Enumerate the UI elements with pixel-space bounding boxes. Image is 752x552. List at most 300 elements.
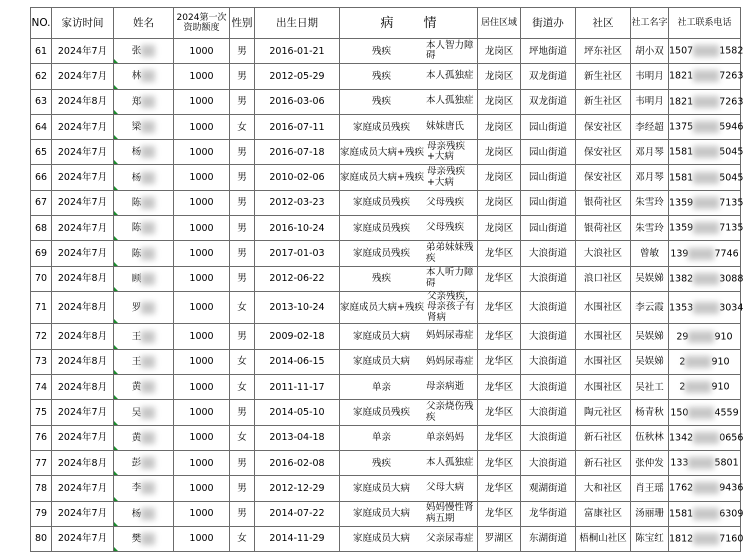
table-row <box>31 349 741 374</box>
cell-community: 浪口社区 <box>576 266 631 291</box>
condition-detail: 本人智力障碍 <box>426 39 474 62</box>
cell-visit-time: 2024年7月 <box>52 64 114 89</box>
table-row <box>31 375 741 400</box>
cell-condition <box>340 400 478 425</box>
cell-condition <box>340 324 478 349</box>
cell-birth-date: 2012-05-29 <box>255 64 340 89</box>
cell-subdistrict: 园山街道 <box>521 216 576 241</box>
cell-phone <box>669 266 744 291</box>
cell-worker: 吴社工 <box>631 375 669 400</box>
cell-community: 水围社区 <box>576 324 631 349</box>
redaction-blur <box>693 508 719 520</box>
cell-district: 罗湖区 <box>478 526 521 551</box>
header-visit-time: 家访时间 <box>52 8 114 39</box>
phone-suffix: 7263 <box>719 96 744 108</box>
cell-visit-time: 2024年7月 <box>52 140 114 165</box>
cell-amount: 1000 <box>174 266 230 291</box>
cell-name <box>114 241 174 266</box>
cell-amount: 1000 <box>174 501 230 526</box>
redaction-blur <box>141 533 155 545</box>
cell-visit-time: 2024年8月 <box>52 450 114 475</box>
cell-subdistrict: 双龙街道 <box>521 64 576 89</box>
cell-visit-time: 2024年7月 <box>52 501 114 526</box>
table-row <box>31 165 741 190</box>
cell-no: 71 <box>31 291 52 324</box>
table-row <box>31 114 741 139</box>
cell-gender: 男 <box>230 450 255 475</box>
cell-birth-date: 2013-10-24 <box>255 291 340 324</box>
visit-table <box>30 7 744 552</box>
cell-birth-date: 2016-02-08 <box>255 450 340 475</box>
cell-phone <box>669 89 744 114</box>
comment-marker-icon <box>114 160 118 164</box>
cell-condition <box>340 165 478 190</box>
cell-worker: 杨青秋 <box>631 400 669 425</box>
header-worker: 社工名字 <box>631 8 669 39</box>
comment-marker-icon <box>114 135 118 139</box>
cell-amount: 1000 <box>174 349 230 374</box>
cell-birth-date: 2012-12-29 <box>255 476 340 501</box>
condition-category: 残疾 <box>371 457 391 469</box>
header-community: 社区 <box>576 8 631 39</box>
cell-no: 63 <box>31 89 52 114</box>
cell-phone <box>669 526 744 551</box>
comment-marker-icon <box>114 547 118 551</box>
condition-detail: 父母残疾 <box>426 196 465 208</box>
phone-suffix: 7263 <box>719 70 744 82</box>
cell-no: 62 <box>31 64 52 89</box>
redaction-blur <box>693 432 719 444</box>
cell-amount: 1000 <box>174 165 230 190</box>
cell-phone <box>669 165 744 190</box>
table-row <box>31 450 741 475</box>
table-row <box>31 425 741 450</box>
redaction-blur <box>141 273 155 285</box>
redaction-blur <box>693 45 719 57</box>
condition-category: 残疾 <box>371 45 391 57</box>
cell-condition <box>340 89 478 114</box>
comment-marker-icon <box>114 59 118 63</box>
cell-worker: 李云霞 <box>631 291 669 324</box>
condition-detail: 本人孤独症 <box>426 456 474 468</box>
cell-subdistrict: 园山街道 <box>521 114 576 139</box>
condition-category: 家庭成员大病 <box>352 508 410 520</box>
cell-community: 水围社区 <box>576 349 631 374</box>
redaction-blur <box>685 381 711 393</box>
phone-suffix: 3088 <box>719 273 744 285</box>
cell-phone <box>669 501 744 526</box>
comment-marker-icon <box>114 497 118 501</box>
cell-gender: 男 <box>230 324 255 349</box>
cell-condition <box>340 425 478 450</box>
redaction-blur <box>693 302 719 314</box>
cell-condition <box>340 114 478 139</box>
redaction-blur <box>688 248 714 260</box>
redaction-blur <box>693 70 719 82</box>
phone-suffix: 5045 <box>719 146 744 158</box>
cell-phone <box>669 216 744 241</box>
cell-condition <box>340 241 478 266</box>
cell-phone <box>669 425 744 450</box>
name-text: 林 <box>131 70 142 82</box>
cell-amount: 1000 <box>174 291 230 324</box>
comment-marker-icon <box>114 287 118 291</box>
cell-amount: 1000 <box>174 140 230 165</box>
cell-community: 大浪社区 <box>576 241 631 266</box>
cell-amount: 1000 <box>174 526 230 551</box>
name-text: 郑 <box>131 96 142 108</box>
table-wrapper <box>30 7 744 552</box>
cell-visit-time: 2024年8月 <box>52 349 114 374</box>
cell-community: 坪东社区 <box>576 39 631 64</box>
phone-prefix: 1375 <box>669 121 694 133</box>
phone-suffix: 0656 <box>719 432 744 444</box>
table-row <box>31 266 741 291</box>
cell-worker: 曾敏 <box>631 241 669 266</box>
condition-detail: 本人听力障碍 <box>426 267 474 289</box>
cell-district: 龙华区 <box>478 375 521 400</box>
cell-no: 79 <box>31 501 52 526</box>
name-text: 杨 <box>131 146 142 158</box>
comment-marker-icon <box>114 262 118 266</box>
cell-phone <box>669 64 744 89</box>
cell-subdistrict: 东湖街道 <box>521 526 576 551</box>
cell-subdistrict: 大浪街道 <box>521 241 576 266</box>
cell-gender: 男 <box>230 190 255 215</box>
cell-subdistrict: 坪地街道 <box>521 39 576 64</box>
header-gender: 性别 <box>230 8 255 39</box>
cell-subdistrict: 大浪街道 <box>521 266 576 291</box>
cell-subdistrict: 大浪街道 <box>521 375 576 400</box>
condition-detail: 本人孤独症 <box>426 70 474 82</box>
cell-gender: 男 <box>230 241 255 266</box>
cell-birth-date: 2016-07-18 <box>255 140 340 165</box>
cell-name <box>114 165 174 190</box>
redaction-blur <box>693 197 719 209</box>
phone-prefix: 1821 <box>669 70 694 82</box>
comment-marker-icon <box>114 85 118 89</box>
cell-community: 新石社区 <box>576 450 631 475</box>
condition-category: 家庭成员大病+残疾 <box>340 146 424 158</box>
cell-condition <box>340 266 478 291</box>
cell-phone <box>669 450 741 475</box>
cell-amount: 1000 <box>174 241 230 266</box>
cell-phone <box>669 39 744 64</box>
condition-detail: 弟弟妹妹残疾 <box>426 242 474 264</box>
redaction-blur <box>141 222 155 234</box>
redaction-blur <box>688 331 714 343</box>
condition-detail: 妹妹唐氏 <box>426 120 465 132</box>
cell-subdistrict: 大浪街道 <box>521 400 576 425</box>
cell-gender: 女 <box>230 375 255 400</box>
cell-no: 66 <box>31 165 52 190</box>
phone-prefix: 1353 <box>669 302 694 314</box>
cell-birth-date: 2014-05-10 <box>255 400 340 425</box>
cell-community: 梧桐山社区 <box>576 526 631 551</box>
cell-subdistrict: 双龙街道 <box>521 89 576 114</box>
cell-worker: 吴娱娣 <box>631 266 669 291</box>
condition-detail: 母亲残疾+大病 <box>426 140 465 163</box>
header-condition: 病情 <box>340 8 478 39</box>
comment-marker-icon <box>114 236 118 240</box>
cell-district: 龙华区 <box>478 450 521 475</box>
cell-name <box>114 526 174 551</box>
cell-birth-date: 2014-06-15 <box>255 349 340 374</box>
cell-condition <box>340 190 478 215</box>
cell-gender: 男 <box>230 216 255 241</box>
cell-gender: 女 <box>230 291 255 324</box>
cell-district: 龙华区 <box>478 476 521 501</box>
cell-amount: 1000 <box>174 64 230 89</box>
condition-category: 家庭成员残疾 <box>352 121 410 133</box>
header-no: NO. <box>31 8 52 39</box>
cell-district: 龙岗区 <box>478 216 521 241</box>
cell-no: 75 <box>31 400 52 425</box>
phone-suffix: 7160 <box>719 533 744 545</box>
redaction-blur <box>141 70 155 82</box>
phone-suffix: 5801 <box>714 457 739 469</box>
cell-gender: 男 <box>230 266 255 291</box>
cell-community: 银荷社区 <box>576 216 631 241</box>
comment-marker-icon <box>114 186 118 190</box>
cell-worker: 李经超 <box>631 114 669 139</box>
name-text: 杨 <box>131 508 142 520</box>
cell-birth-date: 2012-03-23 <box>255 190 340 215</box>
cell-gender: 男 <box>230 89 255 114</box>
cell-name <box>114 375 174 400</box>
comment-marker-icon <box>114 522 118 526</box>
cell-name <box>114 64 174 89</box>
redaction-blur <box>141 407 155 419</box>
cell-visit-time: 2024年8月 <box>52 291 114 324</box>
condition-category: 家庭成员大病+残疾 <box>340 302 424 314</box>
phone-prefix: 1821 <box>669 96 694 108</box>
name-text: 罗 <box>131 302 142 314</box>
comment-marker-icon <box>114 421 118 425</box>
comment-marker-icon <box>114 319 118 323</box>
cell-name <box>114 39 174 64</box>
condition-category: 家庭成员大病 <box>352 331 410 343</box>
condition-detail: 父亲烧伤残疾 <box>426 401 474 423</box>
condition-detail: 妈妈慢性肾病五期 <box>426 502 474 524</box>
phone-prefix: 2 <box>679 381 686 393</box>
condition-category: 家庭成员残疾 <box>352 222 410 234</box>
comment-marker-icon <box>114 345 118 349</box>
redaction-blur <box>141 45 155 57</box>
cell-phone <box>669 476 744 501</box>
cell-no: 61 <box>31 39 52 64</box>
condition-detail: 父亲尿毒症 <box>426 532 474 544</box>
condition-category: 家庭成员残疾 <box>352 248 410 260</box>
name-text: 张 <box>131 45 142 57</box>
redaction-blur <box>685 356 711 368</box>
cell-worker: 韦明月 <box>631 89 669 114</box>
cell-community: 大和社区 <box>576 476 631 501</box>
phone-prefix: 1359 <box>669 222 694 234</box>
condition-category: 家庭成员大病 <box>352 356 410 368</box>
cell-district: 龙岗区 <box>478 140 521 165</box>
cell-condition <box>340 476 478 501</box>
redaction-blur <box>688 407 714 419</box>
cell-no: 72 <box>31 324 52 349</box>
cell-condition <box>340 349 478 374</box>
name-text: 黄 <box>131 381 142 393</box>
phone-prefix: 29 <box>676 331 689 343</box>
redaction-blur <box>141 432 155 444</box>
cell-worker: 朱雪玲 <box>631 190 669 215</box>
name-text: 黄 <box>131 432 142 444</box>
cell-birth-date: 2010-02-06 <box>255 165 340 190</box>
phone-prefix: 139 <box>670 248 689 260</box>
cell-birth-date: 2016-07-11 <box>255 114 340 139</box>
redaction-blur <box>141 356 155 368</box>
cell-subdistrict: 园山街道 <box>521 190 576 215</box>
cell-no: 70 <box>31 266 52 291</box>
cell-worker: 汤丽珊 <box>631 501 669 526</box>
cell-name <box>114 140 174 165</box>
phone-prefix: 1359 <box>669 197 694 209</box>
cell-amount: 1000 <box>174 190 230 215</box>
cell-condition <box>340 216 478 241</box>
condition-detail: 妈妈尿毒症 <box>426 330 474 342</box>
cell-gender: 男 <box>230 64 255 89</box>
cell-district: 龙华区 <box>478 324 521 349</box>
cell-no: 78 <box>31 476 52 501</box>
cell-subdistrict: 大浪街道 <box>521 349 576 374</box>
cell-subdistrict: 大浪街道 <box>521 291 576 324</box>
cell-community: 陶元社区 <box>576 400 631 425</box>
cell-name <box>114 216 174 241</box>
cell-phone <box>669 400 741 425</box>
cell-visit-time: 2024年8月 <box>52 324 114 349</box>
redaction-blur <box>141 172 155 184</box>
cell-birth-date: 2016-10-24 <box>255 216 340 241</box>
cell-no: 73 <box>31 349 52 374</box>
redaction-blur <box>693 222 719 234</box>
cell-district: 龙华区 <box>478 501 521 526</box>
phone-prefix: 133 <box>670 457 689 469</box>
cell-phone <box>669 324 741 349</box>
cell-subdistrict: 观湖街道 <box>521 476 576 501</box>
phone-prefix: 1507 <box>669 45 694 57</box>
redaction-blur <box>141 197 155 209</box>
header-row <box>31 8 741 39</box>
cell-name <box>114 450 174 475</box>
cell-birth-date: 2013-04-18 <box>255 425 340 450</box>
redaction-blur <box>141 302 155 314</box>
cell-name <box>114 476 174 501</box>
cell-phone <box>669 349 741 374</box>
cell-worker: 韦明月 <box>631 64 669 89</box>
cell-community: 保安社区 <box>576 114 631 139</box>
phone-prefix: 1581 <box>669 172 694 184</box>
condition-category: 家庭成员残疾 <box>352 407 410 418</box>
cell-community: 新生社区 <box>576 89 631 114</box>
cell-visit-time: 2024年7月 <box>52 241 114 266</box>
cell-worker: 胡小双 <box>631 39 669 64</box>
cell-worker: 肖王瑶 <box>631 476 669 501</box>
redaction-blur <box>693 146 719 158</box>
redaction-blur <box>693 172 719 184</box>
condition-category: 残疾 <box>371 273 391 285</box>
cell-district: 龙岗区 <box>478 190 521 215</box>
cell-visit-time: 2024年7月 <box>52 190 114 215</box>
condition-detail: 单亲妈妈 <box>426 431 465 443</box>
cell-subdistrict: 龙华街道 <box>521 501 576 526</box>
name-text: 陈 <box>131 222 142 234</box>
cell-birth-date: 2011-11-17 <box>255 375 340 400</box>
cell-condition <box>340 140 478 165</box>
table-row <box>31 476 741 501</box>
cell-community: 银荷社区 <box>576 190 631 215</box>
cell-worker: 朱雪玲 <box>631 216 669 241</box>
header-amount: 2024第一次资助额度 <box>174 8 230 39</box>
cell-amount: 1000 <box>174 89 230 114</box>
cell-district: 龙岗区 <box>478 89 521 114</box>
cell-name <box>114 114 174 139</box>
header-birth-date: 出生日期 <box>255 8 340 39</box>
condition-category: 家庭成员大病 <box>352 533 410 545</box>
phone-suffix: 6309 <box>719 508 744 520</box>
phone-prefix: 1812 <box>669 533 694 545</box>
cell-district: 龙岗区 <box>478 64 521 89</box>
header-subdistrict: 街道办 <box>521 8 576 39</box>
cell-worker: 吴娱娣 <box>631 349 669 374</box>
table-row <box>31 501 741 526</box>
name-text: 梁 <box>131 121 142 133</box>
cell-district: 龙华区 <box>478 266 521 291</box>
condition-detail: 母亲残疾+大病 <box>426 166 465 188</box>
table-row <box>31 64 741 89</box>
phone-suffix: 1582 <box>719 45 744 57</box>
redaction-blur <box>141 248 155 260</box>
cell-name <box>114 324 174 349</box>
cell-district: 龙华区 <box>478 400 521 425</box>
comment-marker-icon <box>114 395 118 399</box>
table-body <box>31 39 744 552</box>
cell-visit-time: 2024年7月 <box>52 400 114 425</box>
cell-visit-time: 2024年7月 <box>52 165 114 190</box>
redaction-blur <box>693 121 719 133</box>
name-text: 吴 <box>131 407 142 418</box>
cell-worker: 陈宝红 <box>631 526 669 551</box>
cell-no: 67 <box>31 190 52 215</box>
condition-detail: 父母残疾 <box>426 221 465 233</box>
cell-district: 龙华区 <box>478 241 521 266</box>
cell-district: 龙岗区 <box>478 39 521 64</box>
name-text: 陈 <box>131 197 142 209</box>
table-row <box>31 140 741 165</box>
phone-suffix: 4559 <box>714 407 739 418</box>
name-text: 王 <box>131 356 142 368</box>
cell-no: 77 <box>31 450 52 475</box>
name-text: 王 <box>131 331 142 343</box>
phone-prefix: 1581 <box>669 508 694 520</box>
condition-category: 家庭成员大病+残疾 <box>340 172 424 184</box>
cell-subdistrict: 大浪街道 <box>521 324 576 349</box>
cell-community: 水围社区 <box>576 291 631 324</box>
cell-amount: 1000 <box>174 425 230 450</box>
cell-district: 龙岗区 <box>478 165 521 190</box>
cell-condition <box>340 39 478 64</box>
phone-suffix: 7746 <box>714 248 739 260</box>
cell-name <box>114 425 174 450</box>
cell-phone <box>669 114 744 139</box>
cell-condition <box>340 526 478 551</box>
cell-condition <box>340 291 478 324</box>
cell-name <box>114 89 174 114</box>
cell-visit-time: 2024年8月 <box>52 89 114 114</box>
